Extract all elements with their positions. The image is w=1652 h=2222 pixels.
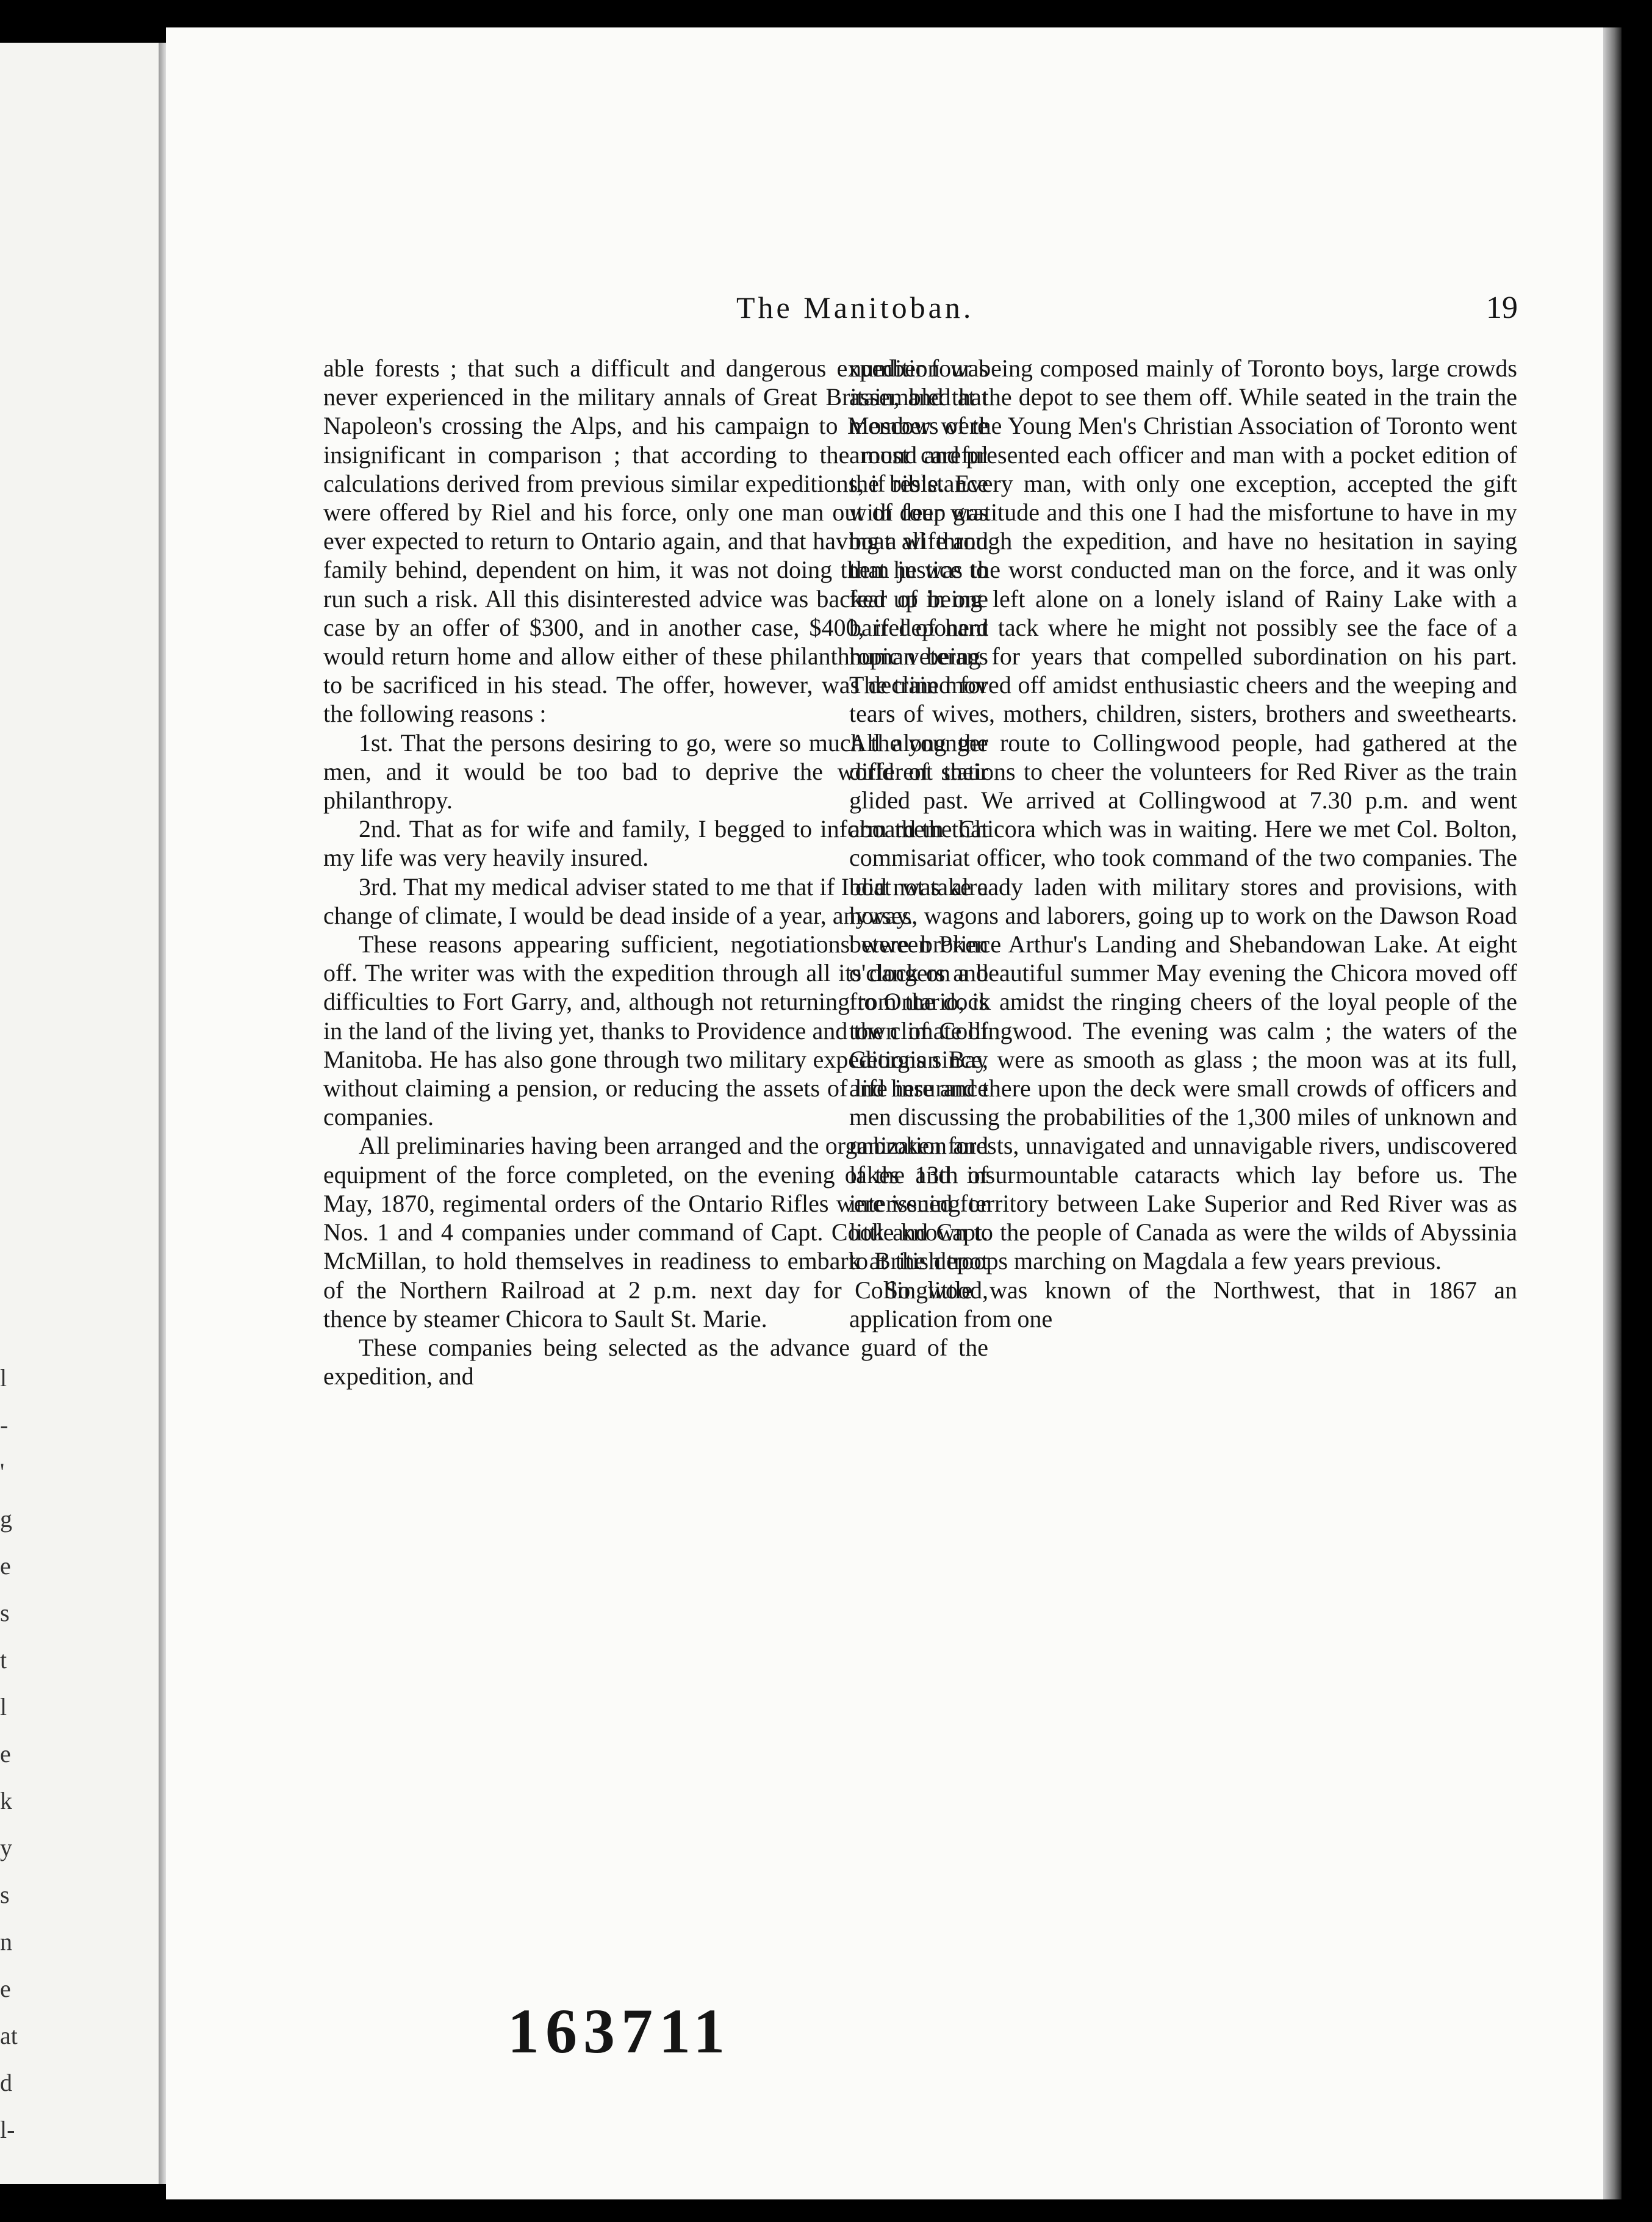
running-head-title: The Manitoban. <box>736 290 974 325</box>
paragraph: So little was known of the Northwest, that in 1867 an application from one <box>849 1276 1517 1332</box>
paragraph: 3rd. That my medical adviser stated to me that if I did not take a change of climate, I would be dead inside of a year, anyway. <box>323 872 988 929</box>
fragment: e <box>0 1740 11 1767</box>
fragment: y <box>0 1834 12 1861</box>
previous-page-fragments <box>0 1354 31 2153</box>
page-number: 19 <box>1486 290 1518 325</box>
running-head <box>166 290 1603 326</box>
book-gutter <box>159 43 166 2184</box>
paragraph: 2nd. That as for wife and family, I begged to inform them that my life was very heavily insured. <box>323 815 988 872</box>
fragment: d <box>0 2069 12 2096</box>
paragraph: These companies being selected as the advance guard of the expedition, and <box>323 1333 988 1390</box>
fragment: - <box>0 1411 9 1439</box>
paragraph: number four being composed mainly of Toronto boys, large crowds assembled at the depot to see them off. While seated in the train the members of the Young Men's Christian Association of Toronto went around and presented each officer and man with a pocket edition of the bible. Every man, with only one exception, accepted the gift with deep gratitude and this one I had the misfortune to have in my boat all through the expedition, and have no hesitation in saying that he was the worst conducted man on the force, and it was only fear of being left alone on a lonely island of Rainy Lake with a barrel of hard tack where he might not possibly see the face of a human being for years that compelled subordination on his part. The train moved off amidst enthusiastic cheers and the weeping and tears of wives, mothers, children, sisters, brothers and sweethearts. All along the route to Collingwood people, had gathered at the different stations to cheer the volunteers for Red River as the train glided past. We arrived at Collingwood at 7.30 p.m. and went aboard the Chicora which was in waiting. Here we met Col. Bolton, commisariat officer, who took command of the two companies. The boat was already laden with military stores and provisions, with horses, wagons and laborers, going up to work on the Dawson Road between Prince Arthur's Landing and Shebandowan Lake. At eight o'clock on a beautiful summer May evening the Chicora moved off from the dock amidst the ringing cheers of the loyal people of the town of Collingwood. The evening was calm ; the waters of the Georgian Bay were as smooth as glass ; the moon was at its full, and here and there upon the deck were small crowds of officers and men discussing the probabilities of the 1,300 miles of unknown and unbroken forests, unnavigated and unnavigable rivers, undiscovered lakes and insurmountable cataracts which lay before us. The intervening territory between Lake Superior and Red River was as little known to the people of Canada as were the wilds of Abyssinia to British troops marching on Magdala a few years previous. <box>849 354 1517 1275</box>
fragment: l <box>0 1364 7 1392</box>
fragment: e <box>0 1552 11 1580</box>
paragraph: All preliminaries having been arranged and the organization and equipment of the force completed, on the evening of the 13th of May, 1870, regimental orders of the Ontario Rifles were issued for Nos. 1 and 4 companies under command of Capt. Cook and Capt. McMillan, to hold themselves in readiness to embark at the depot of the Northern Railroad at 2 p.m. next day for Collingwood, thence by steamer Chicora to Sault St. Marie. <box>323 1132 988 1332</box>
fragment: k <box>0 1787 12 1814</box>
accession-number: 163711 <box>508 1996 731 2066</box>
paragraph: able forests ; that such a difficult and dangerous expedition was never experienced in the military annals of Great Britain, and that Napoleon's crossing the Alps, and his campaign to Moscow were insignificant in comparison ; that according to the most careful calculations derived from previous similar expeditions, if resistance were offered by Riel and his force, only one man out of four was ever expected to return to Ontario again, and that having a wife and family behind, dependent on him, it was not doing them justice to run such a risk. All this disinterested advice was backed up in one case by an offer of $300, and in another case, $400, if deponent would return home and allow either of these philanthropic veterans to be sacrificed in his stead. The offer, however, was declined for the following reasons : <box>323 354 988 728</box>
paragraph: 1st. That the persons desiring to go, were so much the younger men, and it would be too bad to deprive the world of their philanthropy. <box>323 728 988 814</box>
fragment: t <box>0 1646 7 1674</box>
fragment: s <box>0 1599 10 1627</box>
page-edge-shadow <box>1603 27 1621 2199</box>
fragment: s <box>0 1881 10 1908</box>
previous-page-edge <box>0 43 159 2184</box>
fragment: l- <box>0 2116 15 2143</box>
right-column <box>849 354 1517 1333</box>
fragment: at <box>0 2022 18 2049</box>
fragment: ' <box>0 1458 5 1486</box>
book-page <box>166 27 1603 2199</box>
fragment: n <box>0 1928 12 1955</box>
fragment: e <box>0 1975 11 2002</box>
paragraph: These reasons appearing sufficient, negotiations were broken off. The writer was with the expedition through all its dangers and difficulties to Fort Garry, and, although not returning to Ontario, is in the land of the living yet, thanks to Providence and the climate of Manitoba. He has also gone through two military expeditions since, without claiming a pension, or reducing the assets of life insurance companies. <box>323 930 988 1131</box>
fragment: g <box>0 1505 12 1533</box>
fragment: l <box>0 1693 7 1720</box>
